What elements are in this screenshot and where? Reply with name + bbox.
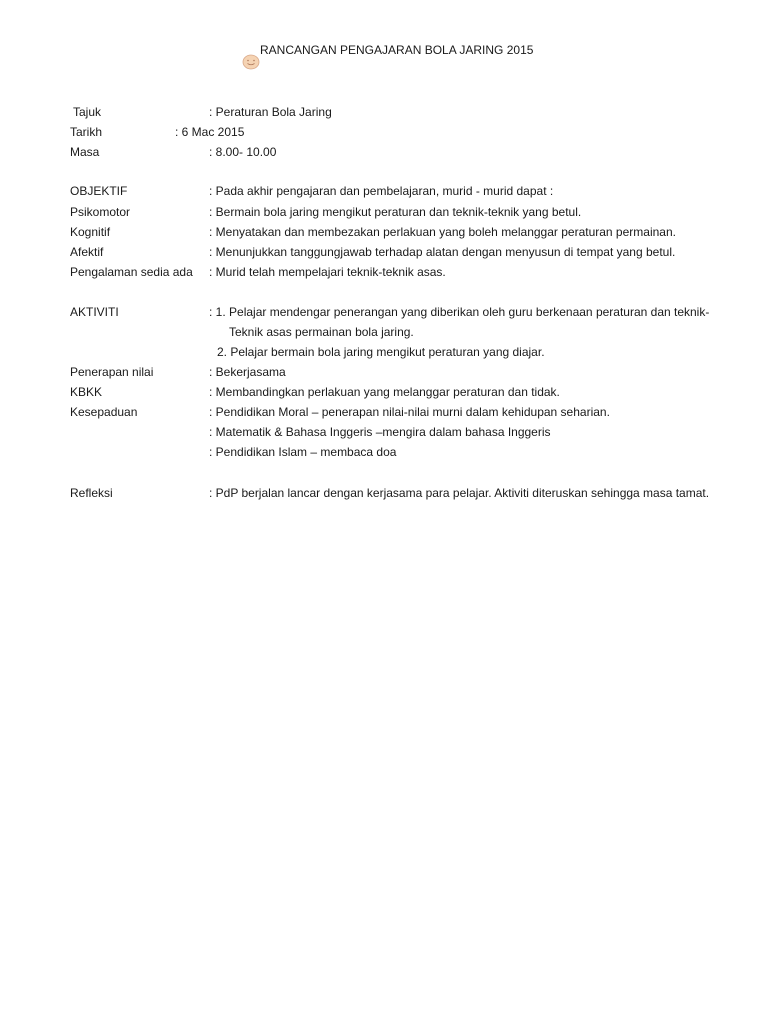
value-kognitif: : Menyatakan dan membezakan perlakuan yang boleh melanggar peraturan permainan.	[209, 225, 676, 239]
label-pengalaman: Pengalaman sedia ada	[70, 265, 193, 279]
label-refleksi: Refleksi	[70, 486, 113, 500]
label-psikomotor: Psikomotor	[70, 205, 131, 219]
value-refleksi: : PdP berjalan lancar dengan kerjasama para pelajar. Aktiviti diteruskan sehingga masa tamat.	[209, 486, 710, 500]
label-kognitif: Kognitif	[70, 225, 111, 239]
label-aktiviti: AKTIVITI	[70, 305, 119, 319]
value-kbkk: : Membandingkan perlakuan yang melanggar peraturan dan tidak.	[209, 385, 560, 399]
value-pengalaman: : Murid telah mempelajari teknik-teknik asas.	[209, 265, 446, 279]
value-aktiviti-line3: 2. Pelajar bermain bola jaring mengikut peraturan yang diajar.	[217, 345, 545, 359]
value-afektif: : Menunjukkan tanggungjawab terhadap alatan dengan menyusun di tempat yang betul.	[209, 245, 676, 259]
document-title: RANCANGAN PENGAJARAN BOLA JARING 2015	[260, 43, 534, 57]
value-tarikh: : 6 Mac 2015	[175, 125, 245, 139]
label-kbkk: KBKK	[70, 385, 103, 399]
label-penerapan: Penerapan nilai	[70, 365, 154, 379]
value-aktiviti-line1: : 1. Pelajar mendengar penerangan yang diberikan oleh guru berkenaan peraturan dan teknik-	[209, 305, 710, 319]
smiley-face-icon	[242, 54, 260, 70]
value-objektif: : Pada akhir pengajaran dan pembelajaran, murid - murid dapat :	[209, 184, 554, 198]
value-aktiviti-line2: Teknik asas permainan bola jaring.	[229, 325, 414, 339]
value-penerapan: : Bekerjasama	[209, 365, 286, 379]
label-objektif: OBJEKTIF	[70, 184, 128, 198]
value-psikomotor: : Bermain bola jaring mengikut peraturan dan teknik-teknik yang betul.	[209, 205, 582, 219]
value-kesepaduan-line1: : Pendidikan Moral – penerapan nilai-nilai murni dalam kehidupan seharian.	[209, 405, 610, 419]
value-masa: : 8.00- 10.00	[209, 145, 277, 159]
value-kesepaduan-line3: : Pendidikan Islam – membaca doa	[209, 445, 397, 459]
value-tajuk: : Peraturan Bola Jaring	[209, 105, 332, 119]
label-kesepaduan: Kesepaduan	[70, 405, 138, 419]
label-afektif: Afektif	[70, 245, 104, 259]
label-tarikh: Tarikh	[70, 125, 103, 139]
label-masa: Masa	[70, 145, 100, 159]
value-kesepaduan-line2: : Matematik & Bahasa Inggeris –mengira dalam bahasa Inggeris	[209, 425, 551, 439]
label-tajuk: Tajuk	[73, 105, 102, 119]
